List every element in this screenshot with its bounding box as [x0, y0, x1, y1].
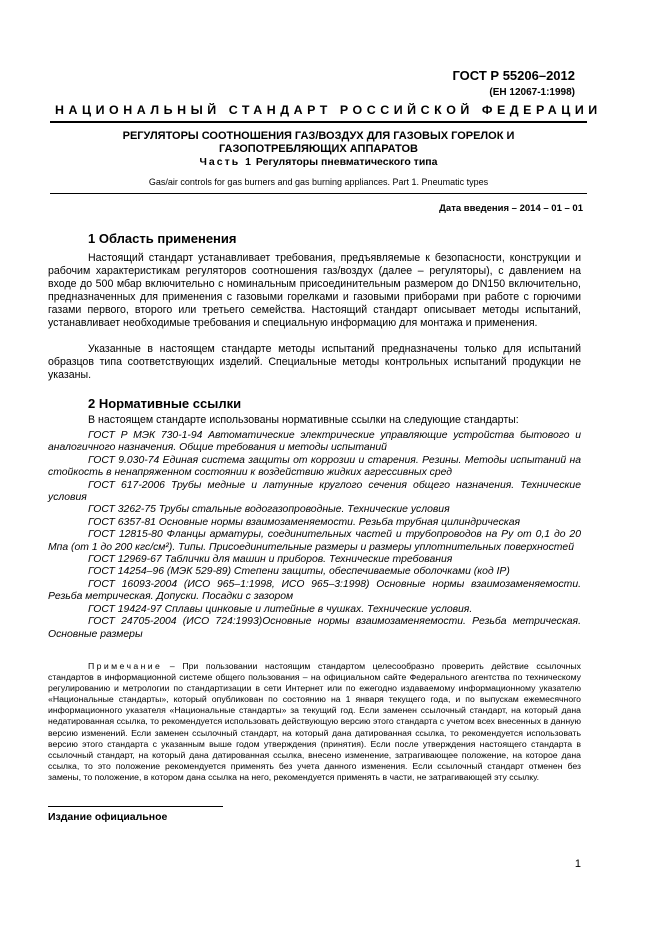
official-edition-label: Издание официальное [48, 811, 168, 823]
document-title [50, 130, 587, 156]
section-1-paragraph-2: Указанные в настоящем стандарте методы испытаний предназначены только для испытаний образцов типа соответствующих изделий. Специальные методы контрольных испытаний продукции не указаны. [48, 343, 581, 382]
national-standard-banner: НАЦИОНАЛЬНЫЙ СТАНДАРТ РОССИЙСКОЙ ФЕДЕРАЦИИ [55, 103, 602, 117]
reference-item: ГОСТ 617-2006 Трубы медные и латунные круглого сечения общего назначения. Технические условия [48, 479, 581, 504]
title-line-2: ГАЗОПОТРЕБЛЯЮЩИХ АППАРАТОВ [218, 143, 419, 155]
en-code: (ЕН 12067-1:1998) [489, 87, 575, 98]
reference-item: ГОСТ 19424-97 Сплавы цинковые и литейные в чушках. Технические условия. [88, 603, 473, 615]
gost-code: ГОСТ Р 55206–2012 [452, 68, 575, 83]
page-number: 1 [574, 858, 581, 870]
title-line-1: РЕГУЛЯТОРЫ СООТНОШЕНИЯ ГАЗ/ВОЗДУХ ДЛЯ ГАЗОВЫХ ГОРЕЛОК И [122, 130, 515, 142]
reference-item: ГОСТ 12815-80 Фланцы арматуры, соединительных частей и трубопроводов на Pу от 0,1 до 20 Мпа (от 1 до 200 кгс/см²). Типы. Присоединительные размеры и размеры уплотнительных поверхностей [48, 529, 581, 553]
reference-item: ГОСТ 14254–96 (МЭК 529-89) Степени защиты, обеспечиваемые оболочками (код IP) [88, 566, 510, 578]
reference-item: ГОСТ 16093-2004 (ИСО 965–1:1998, ИСО 965–3:1998) Основные нормы взаимозаменяемости. Резьба метрическая. Допуски. Посадки с зазором [48, 578, 581, 603]
section-1-heading: 1 Область применения [88, 231, 237, 246]
reference-item: ГОСТ 12969-67 Таблички для машин и приборов. Технические требования [88, 554, 453, 566]
section-1-paragraph-1: Настоящий стандарт устанавливает требования, предъявляемые к безопасности, конструкции и рабочим характеристикам регуляторов соотношения газ/воздух (далее – регуляторы), с давлением на входе до 500 мбар включительно с номинальным присоединительным размером до DN150 включительно, предназначенных для применения с газовыми горелками и газовыми приборами при работе с горючими газами первого, второго или третьего семейства. Настоящий стандарт описывает методы испытаний, устанавливает необходимые требования и специальную информацию для монтажа и применения. [48, 252, 581, 330]
introduction-date: Дата введения – 2014 – 01 – 01 [439, 203, 583, 214]
part-name: Регуляторы пневматического типа [255, 156, 438, 168]
part-title [50, 156, 587, 168]
title-divider [50, 193, 587, 194]
english-title: Gas/air controls for gas burners and gas burning appliances. Part 1. Pneumatic types [148, 177, 489, 187]
header-divider [50, 121, 587, 123]
part-label: Часть 1 [199, 156, 253, 168]
note-paragraph [48, 661, 581, 783]
reference-item: ГОСТ Р МЭК 730-1-94 Автоматические электрические управляющие устройства бытового и аналогичного назначения. Общие требования и методы испытаний [48, 430, 581, 454]
footer-divider [48, 806, 223, 807]
normative-references-list [48, 430, 581, 641]
note-label: Примечание [88, 661, 163, 671]
note-text: – При пользовании настоящим стандартом целесообразно проверить действие ссылочных стандартов в информационной системе общего пользования – на официальном сайте Федерального агентства по техническому регулированию и метрологии по стандартизации в сети Интернет или по ежегодно издаваемому информационному указателю «Национальные стандарты», который опубликован по состоянию на 1 января текущего года, и по выпускам ежемесячного информационного указателя «Национальные стандарты» за текущий год. Если заменен ссылочный стандарт, на который дана недатированная ссылка, то рекомендуется использовать действующую версию этого стандарта с учетом всех внесенных в данную версию изменений. Если заменен ссылочный стандарт, на который дана датированная ссылка, то рекомендуется использовать версию этого стандарта с указанным выше годом утверждения (принятия). Если после утверждения настоящего стандарта в ссылочный стандарт, на который дана датированная ссылка, внесено изменение, затрагивающее положение, на которое дана ссылка, то это положение рекомендуется применять без учета данного изменения. Если ссылочный стандарт отменен без замены, то положение, в котором дана ссылка на него, рекомендуется применять в части, не затрагивающей эту ссылку. [48, 661, 581, 782]
section-2-intro: В настоящем стандарте использованы нормативные ссылки на следующие стандарты: [88, 414, 519, 426]
section-2-heading: 2 Нормативные ссылки [88, 396, 242, 411]
reference-item: ГОСТ 6357-81 Основные нормы взаимозаменяемости. Резьба трубная цилиндрическая [88, 516, 521, 528]
reference-item: ГОСТ 3262-75 Трубы стальные водогазопроводные. Технические условия [88, 504, 450, 516]
reference-item: ГОСТ 24705-2004 (ИСО 724:1993)Основные нормы взаимозаменяемости. Резьба метрическая. Основные размеры [48, 616, 581, 640]
reference-item: ГОСТ 9.030-74 Единая система защиты от коррозии и старения. Резины. Методы испытаний на стойкость в ненапряженном состоянии к воздействию жидких агрессивных сред [48, 454, 581, 479]
